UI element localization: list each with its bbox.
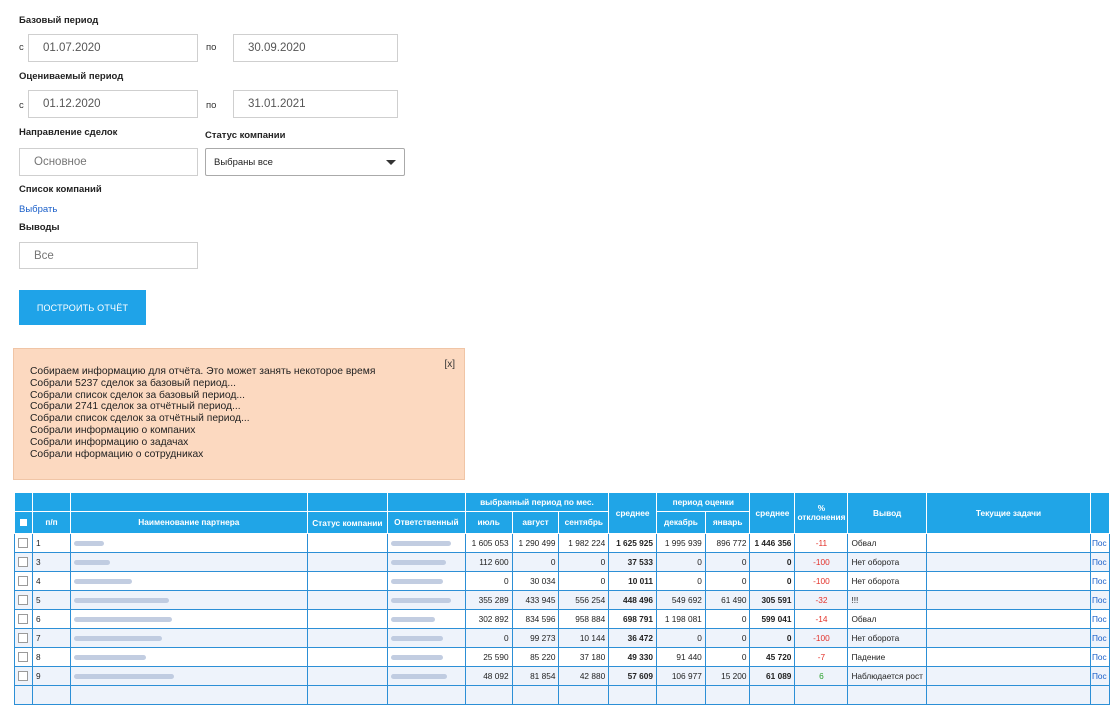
value-jan: 896 772 (705, 534, 750, 553)
empty-cell (795, 686, 848, 705)
redacted-responsible (391, 674, 447, 679)
table-row[interactable] (15, 610, 1110, 629)
value-dec: 549 692 (657, 591, 706, 610)
empty-cell (657, 686, 706, 705)
partner-name-cell[interactable] (71, 610, 308, 629)
row-checkbox-cell[interactable] (15, 553, 33, 572)
eval-from-date-value[interactable] (43, 98, 183, 110)
row-checkbox[interactable] (18, 633, 28, 643)
header-avg-eval: среднее (750, 493, 795, 534)
header-eval-period: период оценки (657, 493, 750, 512)
empty-cell (512, 686, 559, 705)
empty-cell (388, 686, 466, 705)
value-jan: 0 (705, 553, 750, 572)
responsible-cell (388, 591, 466, 610)
value-deviation: -32 (795, 591, 848, 610)
base-to-label: по (206, 42, 217, 53)
value-aug: 30 034 (512, 572, 559, 591)
table-row[interactable] (15, 534, 1110, 553)
header-cell (32, 493, 70, 512)
value-avg-eval: 305 591 (750, 591, 795, 610)
row-action-link[interactable]: Пос (1090, 629, 1109, 648)
redacted-responsible (391, 636, 443, 641)
value-aug: 834 596 (512, 610, 559, 629)
value-dec: 1 995 939 (657, 534, 706, 553)
redacted-responsible (391, 541, 451, 546)
empty-cell (705, 686, 750, 705)
row-number: 4 (32, 572, 70, 591)
table-row[interactable] (15, 591, 1110, 610)
value-jan: 61 490 (705, 591, 750, 610)
table-row[interactable] (15, 629, 1110, 648)
row-checkbox[interactable] (18, 538, 28, 548)
row-checkbox[interactable] (18, 595, 28, 605)
conclusions-input[interactable] (19, 242, 198, 269)
value-aug: 81 854 (512, 667, 559, 686)
tasks-cell (926, 610, 1090, 629)
redacted-partner-name (74, 636, 162, 641)
build-report-button[interactable]: ПОСТРОИТЬ ОТЧЁТ (19, 290, 146, 325)
row-number: 3 (32, 553, 70, 572)
value-jul: 48 092 (465, 667, 512, 686)
log-line: Собрали 2741 сделок за отчётный период... (30, 401, 241, 413)
status-cell (307, 610, 387, 629)
header-cell (71, 493, 308, 512)
row-checkbox-cell[interactable] (15, 629, 33, 648)
value-deviation: -100 (795, 572, 848, 591)
base-period-label: Базовый период (19, 15, 99, 26)
row-action-link[interactable]: Пос (1090, 667, 1109, 686)
value-sep: 958 884 (559, 610, 609, 629)
value-dec: 0 (657, 553, 706, 572)
conclusion-cell: Падение (848, 648, 927, 667)
value-avg-base: 37 533 (609, 553, 657, 572)
header-base-period: выбранный период по мес. (465, 493, 609, 512)
value-avg-eval: 1 446 356 (750, 534, 795, 553)
value-avg-base: 698 791 (609, 610, 657, 629)
tasks-cell (926, 629, 1090, 648)
header-month: сентябрь (559, 512, 609, 534)
partner-name-cell[interactable] (71, 648, 308, 667)
company-status-value: Выбраны все (214, 156, 273, 168)
row-action-link[interactable]: Пос (1090, 648, 1109, 667)
tasks-cell (926, 648, 1090, 667)
base-from-date-value[interactable] (43, 42, 183, 54)
value-jul: 0 (465, 629, 512, 648)
value-deviation: -11 (795, 534, 848, 553)
header-month: декабрь (657, 512, 706, 534)
header-num: п/п (32, 512, 70, 534)
value-avg-base: 36 472 (609, 629, 657, 648)
value-jan: 0 (705, 629, 750, 648)
value-aug: 99 273 (512, 629, 559, 648)
redacted-partner-name (74, 598, 169, 603)
conclusions-value[interactable] (34, 250, 183, 262)
eval-period-label: Оцениваемый период (19, 71, 124, 82)
value-jan: 0 (705, 610, 750, 629)
status-cell (307, 667, 387, 686)
tasks-cell (926, 591, 1090, 610)
redacted-responsible (391, 560, 446, 565)
value-deviation: -100 (795, 553, 848, 572)
value-avg-eval: 0 (750, 629, 795, 648)
header-month: январь (705, 512, 750, 534)
log-line: Собрали 5237 сделок за базовый период... (30, 377, 236, 389)
row-checkbox-cell[interactable] (15, 610, 33, 629)
value-deviation: 6 (795, 667, 848, 686)
header-deviation-label: отклонения (797, 512, 846, 522)
table-row[interactable] (15, 648, 1110, 667)
conclusion-cell: Нет оборота (848, 629, 927, 648)
tasks-cell (926, 553, 1090, 572)
base-from-label: с (19, 42, 24, 53)
value-jul: 112 600 (465, 553, 512, 572)
redacted-partner-name (74, 655, 146, 660)
value-avg-base: 57 609 (609, 667, 657, 686)
row-checkbox[interactable] (18, 576, 28, 586)
value-dec: 106 977 (657, 667, 706, 686)
header-avg-base: среднее (609, 493, 657, 534)
empty-cell (848, 686, 927, 705)
status-cell (307, 648, 387, 667)
empty-cell (926, 686, 1090, 705)
redacted-partner-name (74, 579, 132, 584)
conclusion-cell: Обвал (848, 534, 927, 553)
log-line: Собрали список сделок за базовый период... (30, 389, 245, 401)
conclusion-cell: Нет оборота (848, 572, 927, 591)
conclusion-cell: Наблюдается рост (848, 667, 927, 686)
table-row (15, 686, 1110, 705)
eval-to-date-value[interactable] (248, 98, 383, 110)
value-jan: 0 (705, 572, 750, 591)
chevron-down-icon (386, 160, 396, 165)
log-line: Собрали информацию о задачах (30, 436, 189, 448)
conclusion-cell: !!! (848, 591, 927, 610)
value-sep: 37 180 (559, 648, 609, 667)
value-sep: 0 (559, 572, 609, 591)
conclusion-cell: Нет оборота (848, 553, 927, 572)
value-dec: 1 198 081 (657, 610, 706, 629)
responsible-cell (388, 667, 466, 686)
tasks-cell (926, 667, 1090, 686)
value-deviation: -7 (795, 648, 848, 667)
value-avg-base: 49 330 (609, 648, 657, 667)
value-deviation: -100 (795, 629, 848, 648)
responsible-cell (388, 610, 466, 629)
row-checkbox[interactable] (18, 671, 28, 681)
status-cell (307, 534, 387, 553)
status-cell (307, 629, 387, 648)
value-avg-eval: 0 (750, 553, 795, 572)
value-avg-base: 10 011 (609, 572, 657, 591)
status-cell (307, 572, 387, 591)
value-dec: 0 (657, 629, 706, 648)
row-checkbox[interactable] (18, 614, 28, 624)
row-action-link[interactable]: Пос (1090, 534, 1109, 553)
row-checkbox-cell[interactable] (15, 591, 33, 610)
row-checkbox-cell[interactable] (15, 534, 33, 553)
eval-from-label: с (19, 100, 24, 111)
log-line: Собрали список сделок за отчётный период... (30, 413, 250, 425)
header-tasks: Текущие задачи (926, 493, 1090, 534)
empty-cell (1090, 686, 1109, 705)
eval-from-date-input[interactable] (28, 90, 198, 118)
select-companies-link[interactable]: Выбрать (19, 204, 58, 215)
responsible-cell (388, 534, 466, 553)
tasks-cell (926, 534, 1090, 553)
row-action-link[interactable]: Пос (1090, 572, 1109, 591)
responsible-cell (388, 553, 466, 572)
value-avg-eval: 0 (750, 572, 795, 591)
value-avg-eval: 599 041 (750, 610, 795, 629)
partner-name-cell[interactable] (71, 553, 308, 572)
company-status-label: Статус компании (205, 130, 286, 141)
base-from-date-input[interactable] (28, 34, 198, 62)
companies-label: Список компаний (19, 184, 102, 195)
partner-name-cell[interactable] (71, 572, 308, 591)
value-dec: 91 440 (657, 648, 706, 667)
value-sep: 556 254 (559, 591, 609, 610)
header-month: август (512, 512, 559, 534)
empty-cell (32, 686, 70, 705)
table-row[interactable] (15, 553, 1110, 572)
row-checkbox-cell[interactable] (15, 572, 33, 591)
redacted-partner-name (74, 674, 174, 679)
row-number: 7 (32, 629, 70, 648)
header-status: Статус компании (307, 512, 387, 534)
redacted-partner-name (74, 560, 110, 565)
header-cell (388, 493, 466, 512)
base-to-date-value[interactable] (248, 42, 383, 54)
partner-name-cell[interactable] (71, 534, 308, 553)
empty-cell (15, 686, 33, 705)
value-aug: 85 220 (512, 648, 559, 667)
value-sep: 42 880 (559, 667, 609, 686)
row-number: 9 (32, 667, 70, 686)
value-aug: 1 290 499 (512, 534, 559, 553)
tasks-cell (926, 572, 1090, 591)
progress-log (13, 348, 465, 480)
header-month: июль (465, 512, 512, 534)
redacted-partner-name (74, 617, 172, 622)
value-aug: 0 (512, 553, 559, 572)
eval-to-date-input[interactable] (233, 90, 398, 118)
value-jul: 355 289 (465, 591, 512, 610)
row-number: 8 (32, 648, 70, 667)
header-select-all[interactable] (15, 512, 33, 534)
log-line: Собираем информацию для отчёта. Это может занять некоторое время (30, 366, 376, 377)
status-cell (307, 591, 387, 610)
header-cell (1090, 493, 1109, 534)
select-all-checkbox[interactable] (20, 519, 27, 526)
responsible-cell (388, 648, 466, 667)
row-number: 5 (32, 591, 70, 610)
log-line: Собрали информацию о компаних (30, 424, 196, 436)
direction-value[interactable] (34, 156, 183, 168)
base-to-date-input[interactable] (233, 34, 398, 62)
report-table (14, 492, 1110, 705)
row-number: 1 (32, 534, 70, 553)
value-avg-eval: 45 720 (750, 648, 795, 667)
redacted-responsible (391, 598, 451, 603)
redacted-responsible (391, 655, 443, 660)
value-jan: 0 (705, 648, 750, 667)
value-jul: 1 605 053 (465, 534, 512, 553)
responsible-cell (388, 629, 466, 648)
header-deviation-pct: % (817, 503, 826, 513)
value-jul: 0 (465, 572, 512, 591)
row-number: 6 (32, 610, 70, 629)
redacted-responsible (391, 579, 443, 584)
row-action-link[interactable]: Пос (1090, 591, 1109, 610)
table-row[interactable] (15, 572, 1110, 591)
header-cell (307, 493, 387, 512)
value-aug: 433 945 (512, 591, 559, 610)
row-checkbox-cell[interactable] (15, 648, 33, 667)
table-row[interactable] (15, 667, 1110, 686)
partner-name-cell[interactable] (71, 667, 308, 686)
header-cell (15, 493, 33, 512)
redacted-responsible (391, 617, 435, 622)
row-checkbox-cell[interactable] (15, 667, 33, 686)
log-line: Собрали нформацию о сотрудниках (30, 448, 204, 460)
status-cell (307, 553, 387, 572)
close-log-button[interactable]: [x] (444, 359, 455, 370)
empty-cell (559, 686, 609, 705)
value-sep: 1 982 224 (559, 534, 609, 553)
value-jul: 302 892 (465, 610, 512, 629)
value-sep: 10 144 (559, 629, 609, 648)
value-sep: 0 (559, 553, 609, 572)
value-deviation: -14 (795, 610, 848, 629)
header-deviation (795, 493, 848, 534)
header-responsible: Ответственный (388, 512, 466, 534)
partner-name-cell[interactable] (71, 629, 308, 648)
empty-cell (465, 686, 512, 705)
value-avg-base: 448 496 (609, 591, 657, 610)
value-jul: 25 590 (465, 648, 512, 667)
header-partner: Наименование партнера (71, 512, 308, 534)
responsible-cell (388, 572, 466, 591)
row-checkbox[interactable] (18, 557, 28, 567)
conclusions-label: Выводы (19, 222, 60, 233)
value-avg-base: 1 625 925 (609, 534, 657, 553)
empty-cell (750, 686, 795, 705)
conclusion-cell: Обвал (848, 610, 927, 629)
company-status-select[interactable] (205, 148, 405, 176)
direction-label: Направление сделок (19, 127, 118, 138)
eval-to-label: по (206, 100, 217, 111)
redacted-partner-name (74, 541, 104, 546)
header-conclusion: Вывод (848, 493, 927, 534)
partner-name-cell[interactable] (71, 591, 308, 610)
value-dec: 0 (657, 572, 706, 591)
log-lines (30, 366, 375, 460)
empty-cell (71, 686, 308, 705)
row-checkbox[interactable] (18, 652, 28, 662)
value-jan: 15 200 (705, 667, 750, 686)
direction-input[interactable] (19, 148, 198, 176)
row-action-link[interactable]: Пос (1090, 610, 1109, 629)
value-avg-eval: 61 089 (750, 667, 795, 686)
empty-cell (307, 686, 387, 705)
row-action-link[interactable]: Пос (1090, 553, 1109, 572)
empty-cell (609, 686, 657, 705)
